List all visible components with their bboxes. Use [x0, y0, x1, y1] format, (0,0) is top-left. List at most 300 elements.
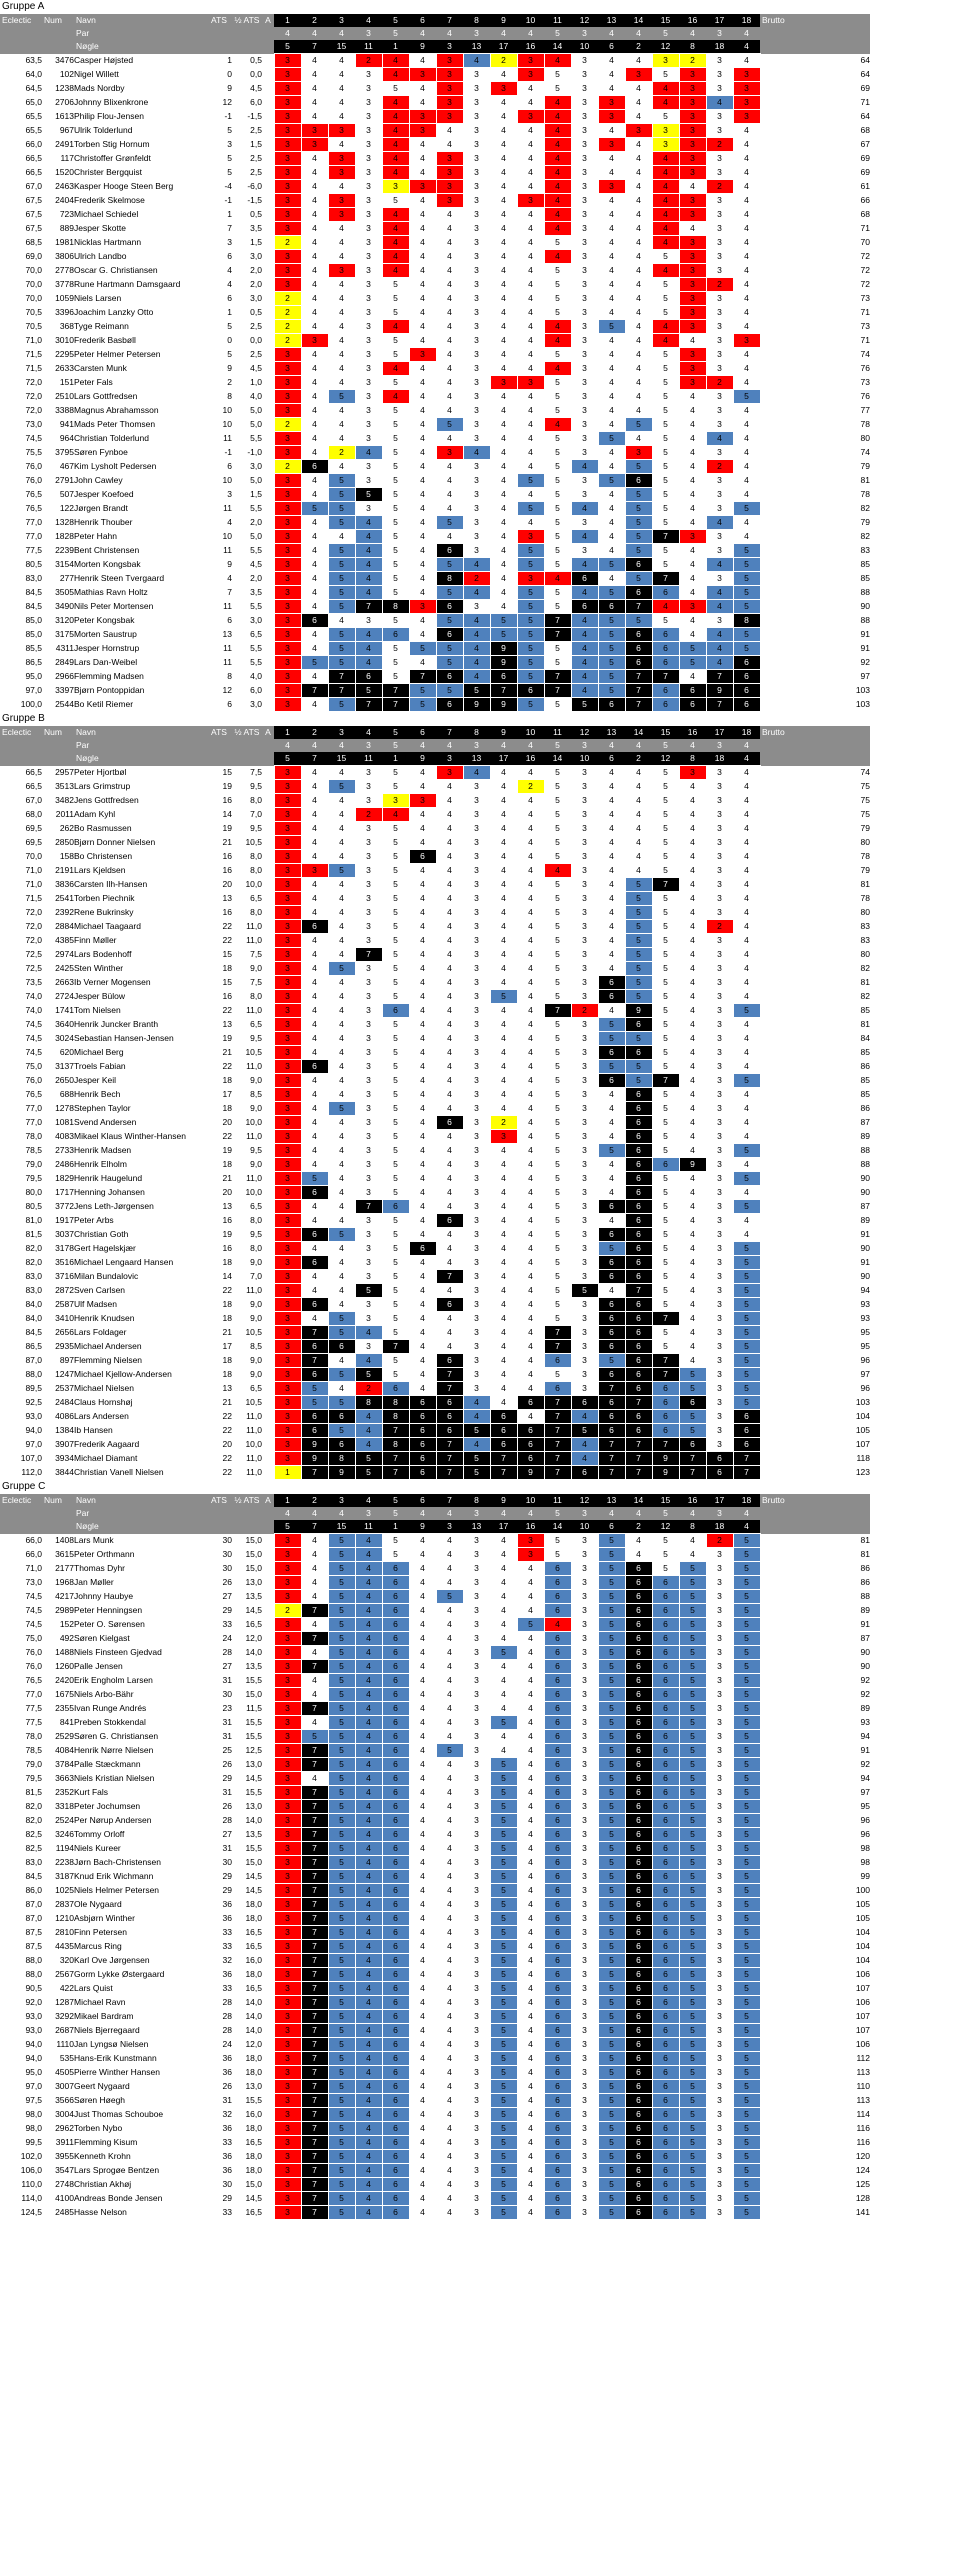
hole-score: 3 [355, 82, 382, 96]
eclectic-score: 66,0 [25, 139, 42, 149]
hole-score: 3 [706, 124, 733, 138]
hole-score: 4 [409, 1368, 436, 1382]
hole-score: 5 [733, 1382, 760, 1396]
hole-score: 4 [490, 1158, 517, 1172]
hole-score: 4 [436, 1954, 463, 1968]
hole-score: 7 [301, 1326, 328, 1340]
hole-score: 4 [409, 1256, 436, 1270]
ats-value: 1 [227, 55, 232, 65]
hole-score: 5 [544, 1200, 571, 1214]
half-ats-value: 15,5 [245, 1787, 262, 1797]
brutto-score: 104 [855, 1941, 870, 1951]
hole-score: 4 [490, 1368, 517, 1382]
hole-score: 5 [544, 642, 571, 656]
key-value: 4 [733, 40, 760, 54]
player-name: Kim Lysholt Pedersen [74, 461, 157, 471]
hole-score: 4 [409, 2206, 436, 2220]
hole-score: 4 [598, 488, 625, 502]
hole-score: 5 [328, 1326, 355, 1340]
hole-score: 6 [382, 2066, 409, 2080]
blank-cell [42, 739, 74, 752]
hole-score: 4 [409, 502, 436, 516]
hole-score: 3 [706, 1256, 733, 1270]
eclectic-score: 87,0 [25, 1913, 42, 1923]
hole-score: 4 [517, 962, 544, 976]
ats-value: 6 [227, 251, 232, 261]
hole-score: 9 [463, 698, 490, 712]
hole-score: 6 [382, 1870, 409, 1884]
hole-score: 4 [517, 892, 544, 906]
player-name: Sebastian Hansen-Jensen [74, 1033, 174, 1043]
hole-score: 6 [652, 1702, 679, 1716]
hole-score: 3 [355, 1116, 382, 1130]
a-value [262, 1424, 274, 1438]
hole-score: 6 [652, 628, 679, 642]
hole-score: 4 [436, 1898, 463, 1912]
hole-score: 4 [436, 1534, 463, 1548]
half-ats-value: -6,0 [247, 181, 262, 191]
player-name: Nigel Willett [74, 69, 119, 79]
hole-score: 3 [463, 1702, 490, 1716]
hole-score: 4 [679, 1326, 706, 1340]
hole-score: 3 [274, 1004, 301, 1018]
ats-value: 24 [222, 2039, 232, 2049]
half-ats-value: 6,5 [250, 1383, 262, 1393]
a-value [262, 628, 274, 642]
table-row [0, 54, 870, 68]
hole-score: 4 [490, 194, 517, 208]
hole-number: 9 [490, 1494, 517, 1507]
hole-score: 6 [382, 1660, 409, 1674]
table-row [0, 68, 870, 82]
half-ats-value: 9,0 [250, 1299, 262, 1309]
a-value [262, 1604, 274, 1618]
half-ats-value: 5,0 [250, 419, 262, 429]
table-row [0, 1688, 870, 1702]
player-name: Frederik Aagaard [74, 1439, 140, 1449]
hole-score: 4 [517, 1158, 544, 1172]
hole-score: 4 [409, 2178, 436, 2192]
player-number: 3410 [55, 1313, 74, 1323]
half-ats-value: 9,0 [250, 1159, 262, 1169]
hole-score: 7 [301, 2150, 328, 2164]
table-row [0, 208, 870, 222]
hole-score: 5 [490, 2052, 517, 2066]
hole-score: 4 [706, 96, 733, 110]
hole-score: 4 [463, 614, 490, 628]
a-value [262, 1828, 274, 1842]
hole-score: 4 [679, 1004, 706, 1018]
hole-score: 5 [652, 1534, 679, 1548]
brutto-score: 113 [856, 2095, 870, 2105]
hole-score: 3 [598, 96, 625, 110]
par-value: 3 [571, 1507, 598, 1520]
hole-score: 4 [517, 1186, 544, 1200]
player-number: 4311 [55, 643, 74, 653]
brutto-score: 89 [860, 1703, 870, 1713]
hole-score: 4 [301, 222, 328, 236]
hole-score: 3 [274, 684, 301, 698]
brutto-score: 92 [860, 1759, 870, 1769]
player-name: Peter Hahn [74, 531, 117, 541]
hole-score: 5 [517, 586, 544, 600]
hole-score: 5 [733, 1926, 760, 1940]
table-row [0, 306, 870, 320]
ats-value: -1 [224, 447, 232, 457]
hole-score: 7 [544, 628, 571, 642]
eclectic-score: 102,0 [20, 2151, 42, 2161]
hole-score: 5 [598, 2094, 625, 2108]
half-ats-value: 10,0 [245, 1117, 262, 1127]
table-row [0, 1186, 870, 1200]
key-value: 10 [571, 40, 598, 54]
brutto-score: 80 [860, 837, 870, 847]
ats-value: 30 [222, 1857, 232, 1867]
table-row [0, 1326, 870, 1340]
par-value: 4 [517, 27, 544, 40]
hole-score: 5 [328, 600, 355, 614]
player-number: 3007 [55, 2081, 74, 2091]
ats-value: 17 [222, 1089, 232, 1099]
hole-score: 3 [706, 1912, 733, 1926]
hole-score: 7 [301, 1870, 328, 1884]
player-number: 967 [59, 125, 74, 135]
a-value [262, 2178, 274, 2192]
hole-score: 4 [625, 850, 652, 864]
hole-score: 6 [652, 2066, 679, 2080]
hole-score: 3 [355, 920, 382, 934]
hole-score: 4 [517, 1842, 544, 1856]
hole-score: 6 [382, 2080, 409, 2094]
hole-score: 5 [328, 2108, 355, 2122]
table-row [0, 2066, 870, 2080]
hole-score: 5 [679, 1368, 706, 1382]
hole-score: 6 [382, 1814, 409, 1828]
hole-score: 4 [517, 808, 544, 822]
hole-score: 3 [706, 390, 733, 404]
hole-score: 3 [625, 68, 652, 82]
hole-score: 4 [382, 390, 409, 404]
hole-score: 4 [436, 1828, 463, 1842]
key-value: 18 [706, 40, 733, 54]
brutto-score: 103 [855, 685, 870, 695]
hole-score: 2 [706, 376, 733, 390]
hole-score: 5 [382, 348, 409, 362]
hole-score: 3 [274, 1200, 301, 1214]
hole-score: 4 [328, 292, 355, 306]
hole-score: 5 [328, 1828, 355, 1842]
hole-score: 6 [382, 2024, 409, 2038]
hole-score: 3 [679, 138, 706, 152]
brutto-score: 64 [860, 111, 870, 121]
hole-score: 5 [517, 614, 544, 628]
brutto-score: 107 [855, 1983, 870, 1993]
hole-score: 5 [679, 1604, 706, 1618]
hole-score: 5 [544, 1060, 571, 1074]
hole-score: 3 [706, 2192, 733, 2206]
hole-score: 4 [544, 152, 571, 166]
a-value [262, 878, 274, 892]
hole-score: 3 [490, 82, 517, 96]
hole-score: 3 [274, 1618, 301, 1632]
hole-score: 5 [490, 2206, 517, 2220]
hole-score: 3 [463, 1618, 490, 1632]
hole-score: 4 [598, 194, 625, 208]
hole-score: 5 [652, 432, 679, 446]
hole-score: 4 [301, 516, 328, 530]
hole-score: 4 [598, 1186, 625, 1200]
hole-score: 3 [355, 1018, 382, 1032]
hole-score: 3 [355, 68, 382, 82]
hole-score: 5 [544, 766, 571, 780]
hole-score: 4 [679, 1312, 706, 1326]
player-number: 2884 [55, 921, 74, 931]
hole-score: 4 [409, 1074, 436, 1088]
hole-score: 7 [355, 948, 382, 962]
par-value: 4 [679, 1507, 706, 1520]
hole-score: 3 [571, 334, 598, 348]
hole-score: 4 [571, 1452, 598, 1466]
brutto-score: 125 [855, 2179, 870, 2189]
hole-score: 3 [706, 572, 733, 586]
hole-score: 7 [301, 1744, 328, 1758]
hole-score: 3 [463, 2178, 490, 2192]
par-value: 3 [706, 739, 733, 752]
hole-score: 4 [436, 1088, 463, 1102]
player-name: Pierre Winther Hansen [74, 2067, 160, 2077]
hole-score: 5 [382, 1130, 409, 1144]
hole-score: 4 [409, 614, 436, 628]
half-ats-value: 14,5 [245, 1605, 262, 1615]
player-number: 3566 [55, 2095, 74, 2105]
hole-score: 3 [706, 1548, 733, 1562]
table-row [0, 780, 870, 794]
par-value: 3 [355, 1507, 382, 1520]
player-name: Tommy Orloff [74, 1829, 125, 1839]
hole-score: 4 [733, 864, 760, 878]
hole-score: 6 [652, 1576, 679, 1590]
hole-score: 4 [517, 934, 544, 948]
hole-score: 4 [463, 642, 490, 656]
eclectic-score: 78,0 [25, 1731, 42, 1741]
player-name: Lars Kjeldsen [74, 865, 126, 875]
hole-score: 5 [598, 1856, 625, 1870]
player-name: Tom Nielsen [74, 1005, 121, 1015]
brutto-score: 75 [860, 809, 870, 819]
hole-score: 3 [274, 1326, 301, 1340]
hole-score: 7 [625, 600, 652, 614]
hole-score: 3 [355, 1340, 382, 1354]
player-number: 620 [59, 1047, 74, 1057]
hole-score: 4 [409, 2052, 436, 2066]
hole-score: 4 [679, 670, 706, 684]
hole-score: 3 [463, 502, 490, 516]
hole-score: 4 [679, 1116, 706, 1130]
hole-score: 4 [706, 628, 733, 642]
player-number: 1968 [55, 1577, 74, 1587]
half-ats-value: 7,5 [250, 767, 262, 777]
hole-score: 4 [328, 306, 355, 320]
a-value [262, 208, 274, 222]
hole-score: 3 [571, 320, 598, 334]
par-value: 4 [436, 739, 463, 752]
ats-value: 21 [222, 1327, 232, 1337]
hole-score: 3 [463, 1534, 490, 1548]
eclectic-score: 93,0 [25, 2011, 42, 2021]
table-row [0, 1004, 870, 1018]
hole-score: 3 [706, 1340, 733, 1354]
hole-score: 4 [544, 110, 571, 124]
hole-score: 4 [733, 906, 760, 920]
eclectic-score: 94,0 [25, 2039, 42, 2049]
hole-score: 5 [733, 1912, 760, 1926]
a-value [262, 1800, 274, 1814]
a-value [262, 194, 274, 208]
a-value [262, 990, 274, 1004]
ats-value: 30 [222, 2179, 232, 2189]
hole-score: 4 [436, 1004, 463, 1018]
hole-score: 6 [544, 1646, 571, 1660]
key-value: 17 [490, 752, 517, 766]
half-ats-value: 10,5 [245, 1397, 262, 1407]
table-row [0, 1940, 870, 1954]
hole-score: 3 [463, 962, 490, 976]
hole-score: 4 [598, 250, 625, 264]
hole-score: 4 [436, 2052, 463, 2066]
hole-score: 5 [544, 1242, 571, 1256]
hole-score: 4 [733, 1088, 760, 1102]
hole-score: 5 [490, 2038, 517, 2052]
hole-score: 6 [517, 1424, 544, 1438]
hole-score: 4 [409, 1870, 436, 1884]
hole-score: 4 [490, 1618, 517, 1632]
hole-score: 4 [436, 1284, 463, 1298]
hole-score: 5 [733, 1786, 760, 1800]
hole-score: 3 [274, 1032, 301, 1046]
hole-score: 6 [382, 2164, 409, 2178]
hole-score: 4 [598, 962, 625, 976]
hole-score: 3 [355, 1214, 382, 1228]
a-value [262, 822, 274, 836]
hole-score: 6 [625, 1116, 652, 1130]
hole-score: 5 [733, 1674, 760, 1688]
half-ats-value: 4,5 [250, 83, 262, 93]
hole-score: 5 [328, 2150, 355, 2164]
hole-score: 5 [652, 1298, 679, 1312]
hole-score: 6 [652, 1744, 679, 1758]
eclectic-score: 64,5 [25, 83, 42, 93]
player-number: 1059 [55, 293, 74, 303]
hole-score: 4 [517, 1730, 544, 1744]
hole-score: 6 [436, 1410, 463, 1424]
hole-score: 5 [490, 1758, 517, 1772]
hole-score: 5 [544, 1534, 571, 1548]
hole-score: 5 [733, 1884, 760, 1898]
hole-score: 4 [409, 138, 436, 152]
hole-score: 3 [274, 1172, 301, 1186]
player-name: Torben Nybo [74, 2123, 123, 2133]
hole-score: 5 [382, 334, 409, 348]
table-row [0, 934, 870, 948]
eclectic-score: 74,5 [25, 433, 42, 443]
hole-score: 4 [679, 1018, 706, 1032]
hole-score: 4 [490, 836, 517, 850]
par-value: 4 [679, 27, 706, 40]
hole-score: 3 [706, 1060, 733, 1074]
hole-score: 6 [544, 1856, 571, 1870]
hole-score: 5 [382, 1158, 409, 1172]
player-number: 2974 [55, 949, 74, 959]
hole-score: 5 [490, 628, 517, 642]
hole-score: 3 [706, 1130, 733, 1144]
player-name: Henrik Madsen [74, 1145, 132, 1155]
hole-score: 4 [355, 1716, 382, 1730]
hole-score: 5 [733, 502, 760, 516]
hole-score: 6 [733, 1424, 760, 1438]
hole-score: 3 [274, 1870, 301, 1884]
hole-score: 4 [733, 1032, 760, 1046]
hole-score: 6 [544, 2066, 571, 2080]
hole-score: 3 [463, 1116, 490, 1130]
player-number: 2687 [55, 2025, 74, 2035]
hole-score: 5 [490, 1968, 517, 1982]
hole-score: 4 [301, 1312, 328, 1326]
ats-value: 36 [222, 1969, 232, 1979]
hole-score: 5 [544, 488, 571, 502]
a-value [262, 460, 274, 474]
brutto-score: 74 [860, 767, 870, 777]
hole-score: 5 [733, 1772, 760, 1786]
hole-score: 6 [382, 1590, 409, 1604]
hole-score: 4 [409, 278, 436, 292]
hole-score: 6 [625, 1562, 652, 1576]
a-value [262, 1228, 274, 1242]
hole-score: 6 [652, 1856, 679, 1870]
blank-cell [42, 752, 74, 766]
hole-score: 6 [625, 1172, 652, 1186]
hole-score: 4 [355, 1982, 382, 1996]
hole-score: 3 [679, 96, 706, 110]
hole-score: 4 [436, 432, 463, 446]
brutto-score: 80 [860, 949, 870, 959]
key-label: Nøgle [74, 1520, 206, 1534]
hole-score: 4 [598, 124, 625, 138]
player-name: Mikael Klaus Winther-Hansen [74, 1131, 186, 1141]
hole-score: 4 [328, 822, 355, 836]
hole-score: 4 [436, 1618, 463, 1632]
hole-score: 7 [355, 600, 382, 614]
hole-score: 4 [328, 418, 355, 432]
player-number: 3505 [55, 587, 74, 597]
a-value [262, 152, 274, 166]
table-row [0, 1870, 870, 1884]
hole-score: 4 [436, 1674, 463, 1688]
hole-score: 5 [733, 1898, 760, 1912]
hole-score: 3 [706, 1758, 733, 1772]
hole-score: 2 [490, 1116, 517, 1130]
player-number: 2295 [55, 349, 74, 359]
eclectic-score: 70,5 [25, 321, 42, 331]
hole-score: 4 [679, 516, 706, 530]
ats-value: 14 [222, 1271, 232, 1281]
half-ats-value: 2,0 [250, 573, 262, 583]
half-ats-value: 2,5 [250, 321, 262, 331]
half-ats-value: 9,5 [250, 1229, 262, 1239]
hole-score: 4 [409, 766, 436, 780]
hole-score: 5 [733, 600, 760, 614]
hole-score: 6 [625, 2038, 652, 2052]
player-number: 1408 [55, 1535, 74, 1545]
